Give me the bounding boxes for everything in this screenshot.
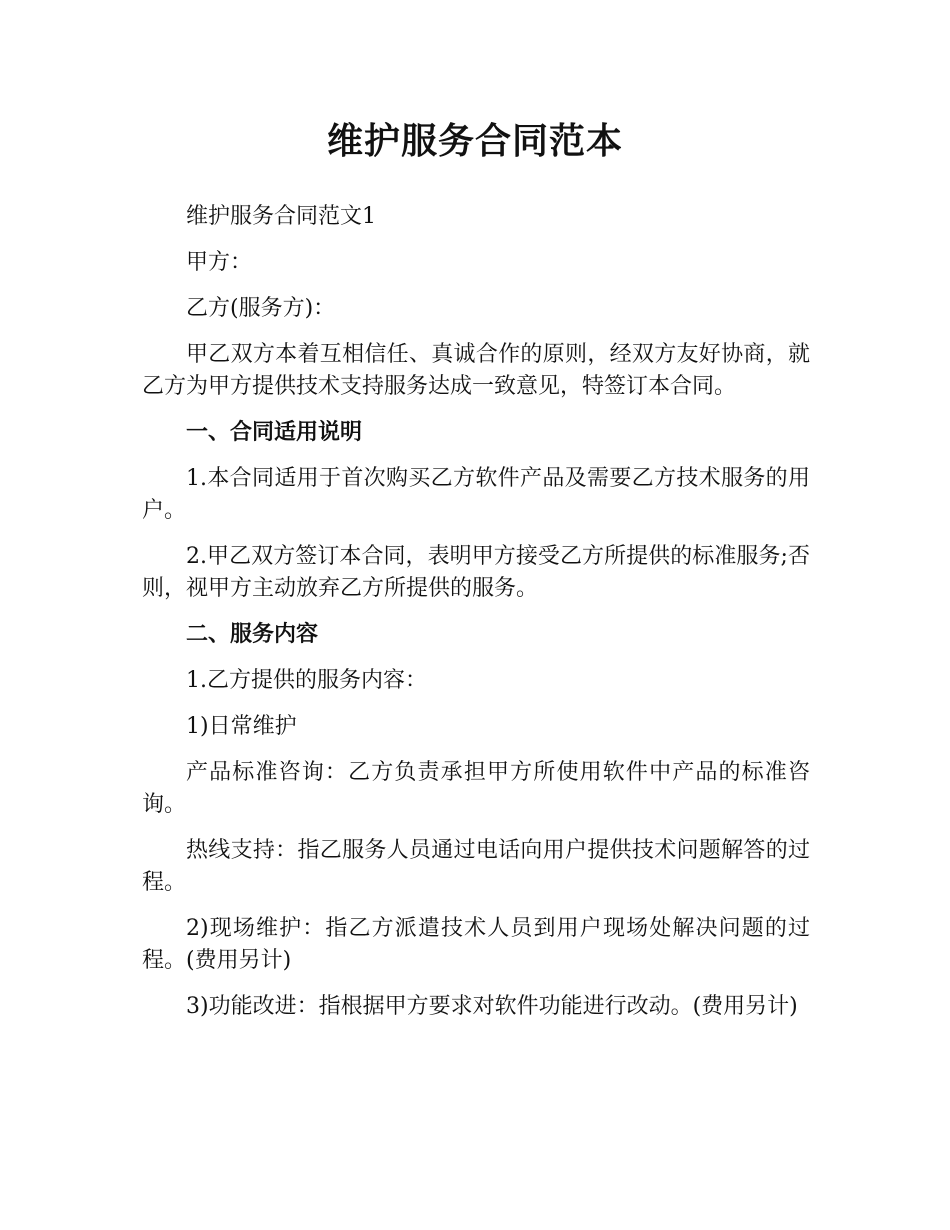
clause-1-2: 2.甲乙双方签订本合同，表明甲方接受乙方所提供的标准服务;否则，视甲方主动放弃乙方所提供的服务。: [142, 544, 810, 601]
contract-subtitle: 维护服务合同范文1: [186, 204, 376, 229]
clause-2-1: 1.乙方提供的服务内容：: [186, 668, 427, 693]
clause-1-1: 1.本合同适用于首次购买乙方软件产品及需要乙方技术服务的用户。: [142, 466, 810, 523]
party-b-line: 乙方(服务方)：: [186, 296, 336, 321]
subclause-feature-improvement: 3)功能改进：指根据甲方要求对软件功能进行改动。(费用另计): [186, 994, 798, 1019]
subclause-onsite-maintenance: 2)现场维护：指乙方派遣技术人员到用户现场处解决问题的过程。(费用另计): [142, 916, 810, 973]
document-body: [142, 201, 810, 1037]
preamble-paragraph: 甲乙双方本着互相信任、真诚合作的原则，经双方友好协商，就乙方为甲方提供技术支持服务达成一致意见，特签订本合同。: [142, 342, 810, 399]
section-heading-2: 二、服务内容: [186, 622, 319, 647]
subclause-daily-maintenance: 1)日常维护: [186, 714, 297, 739]
item-hotline-support: 热线支持：指乙服务人员通过电话向用户提供技术问题解答的过程。: [142, 838, 810, 895]
item-standard-consulting: 产品标准咨询：乙方负责承担甲方所使用软件中产品的标准咨询。: [142, 760, 810, 817]
section-heading-1: 一、合同适用说明: [186, 420, 363, 445]
document-title: 维护服务合同范本: [326, 121, 623, 162]
party-a-line: 甲方：: [186, 250, 253, 275]
